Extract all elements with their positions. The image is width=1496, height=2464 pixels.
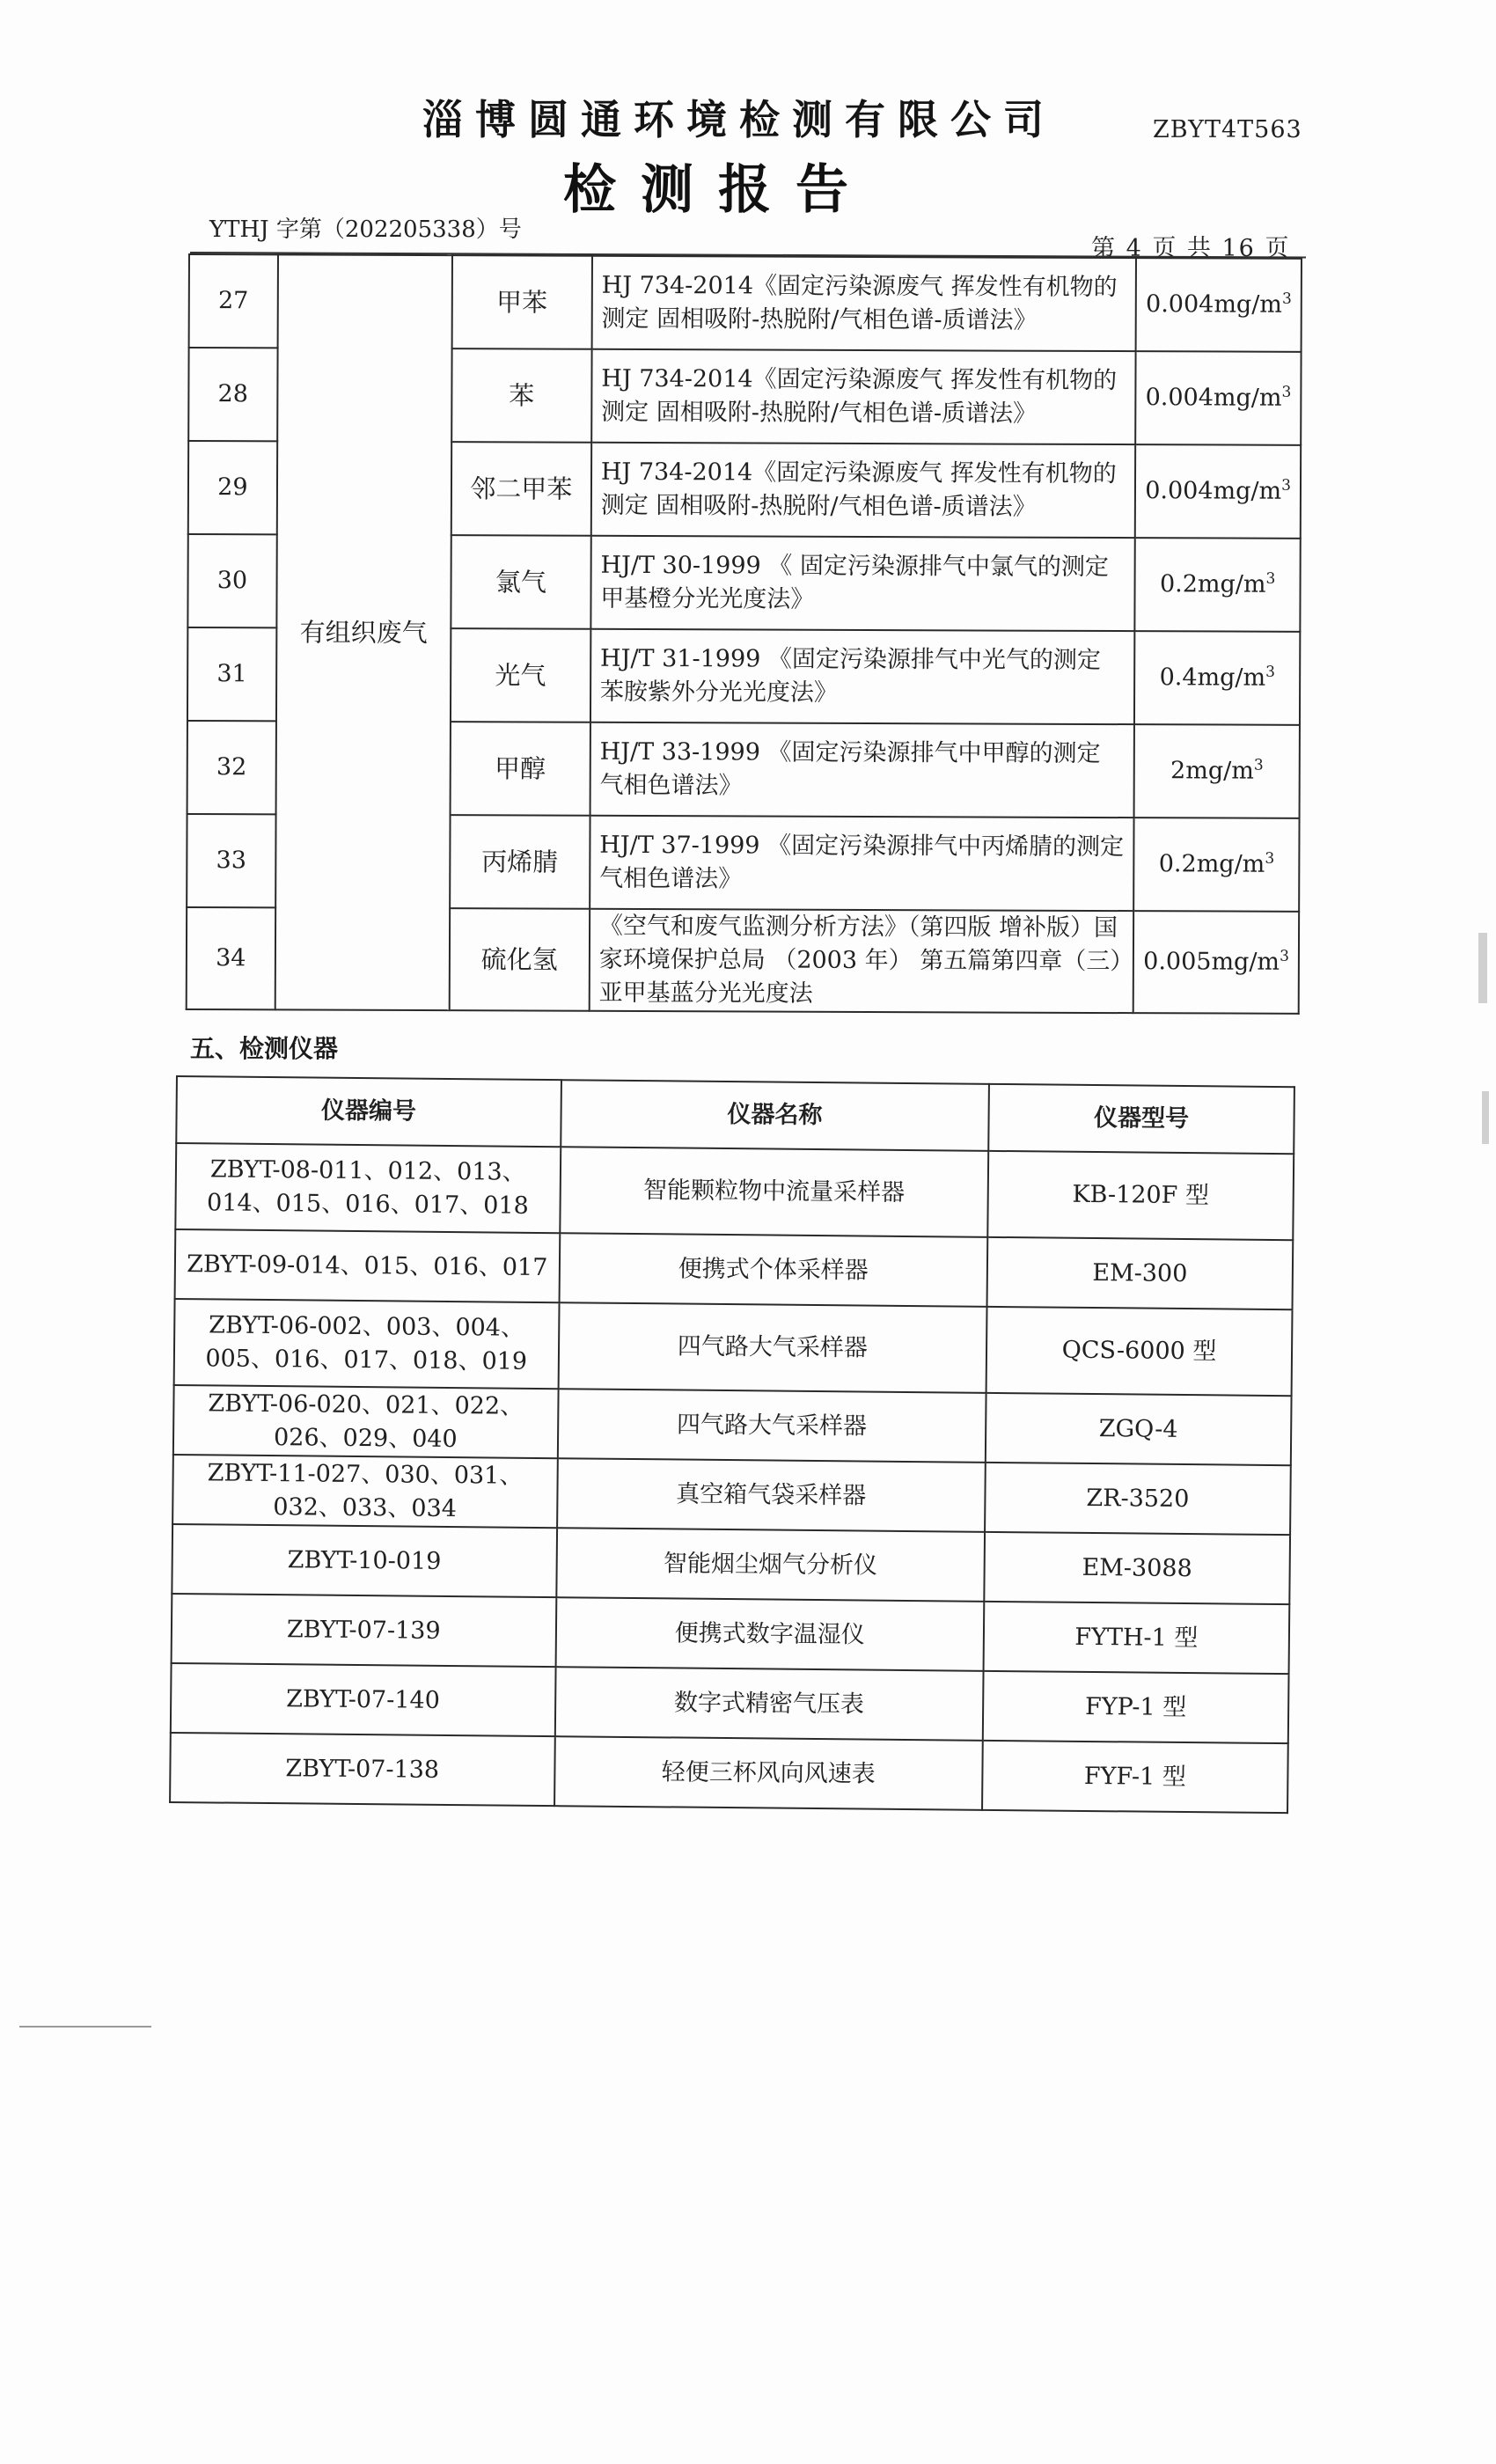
row-number: 33 (187, 814, 275, 907)
method-text: HJ/T 30-1999 《 固定污染源排气中氯气的测定 甲基橙分光光度法》 (590, 536, 1135, 631)
instrument-id: ZBYT-10-019 (172, 1524, 556, 1597)
instrument-name: 智能烟尘烟气分析仪 (556, 1528, 985, 1602)
table-row (175, 1143, 1294, 1240)
document-code: ZBYT4T563 (1153, 116, 1302, 143)
limit-unit-exponent: 3 (1281, 383, 1292, 401)
item-name: 邻二甲苯 (451, 442, 591, 536)
limit-unit-exponent: 3 (1281, 476, 1292, 495)
method-text: HJ 734-2014《固定污染源废气 挥发性有机物的测定 固相吸附-热脱附/气相色谱-质谱法》 (591, 443, 1136, 538)
instrument-model: EM-300 (986, 1237, 1293, 1309)
column-header-id: 仪器编号 (176, 1076, 561, 1147)
instrument-model: FYF-1 型 (982, 1741, 1288, 1813)
row-number: 34 (187, 907, 275, 1009)
row-number: 32 (187, 721, 276, 814)
limit-value: 0.004mg/m (1145, 384, 1282, 412)
table-row (174, 1299, 1293, 1396)
item-name: 甲苯 (451, 255, 591, 349)
detection-limit (1133, 911, 1299, 1014)
instrument-model: KB-120F 型 (987, 1151, 1294, 1240)
table-row (172, 1455, 1291, 1535)
row-number: 29 (188, 441, 277, 534)
instrument-model: QCS-6000 型 (986, 1307, 1293, 1396)
instrument-name: 四气路大气采样器 (558, 1302, 986, 1393)
method-text: HJ 734-2014《固定污染源废气 挥发性有机物的测定 固相吸附-热脱附/气相色谱-质谱法》 (591, 349, 1136, 444)
instrument-name: 数字式精密气压表 (554, 1667, 983, 1741)
item-name: 硫化氢 (449, 908, 590, 1011)
detection-limit (1134, 631, 1300, 725)
method-text: HJ 734-2014《固定污染源废气 挥发性有机物的测定 固相吸附-热脱附/气相色谱-质谱法》 (591, 256, 1136, 351)
scan-artifact (1482, 1091, 1489, 1144)
instrument-id: ZBYT-08-011、012、013、014、015、016、017、018 (175, 1143, 561, 1233)
limit-value: 0.2mg/m (1159, 570, 1266, 598)
company-name: 淄博圆通环境检测有限公司 (422, 96, 1056, 143)
page-number: 第 4 页 共 16 页 (1091, 235, 1291, 262)
column-header-name: 仪器名称 (561, 1080, 989, 1151)
item-name: 光气 (451, 628, 590, 722)
method-text: 《空气和废气监测分析方法》（第四版 增补版）国家环境保护总局 （2003 年） 第五篇第四章（三）亚甲基蓝分光光度法 (590, 909, 1134, 1013)
instrument-model: ZR-3520 (985, 1463, 1291, 1535)
row-number: 27 (189, 254, 278, 348)
methods-table (186, 253, 1302, 1015)
detection-limit (1136, 258, 1302, 352)
detection-limit (1134, 724, 1300, 818)
limit-unit-exponent: 3 (1265, 569, 1276, 588)
limit-unit-exponent: 3 (1253, 756, 1264, 774)
instrument-model: ZGQ-4 (986, 1393, 1292, 1465)
instrument-name: 便携式数字温湿仪 (555, 1597, 984, 1671)
limit-unit-exponent: 3 (1281, 290, 1292, 308)
instrument-name: 智能颗粒物中流量采样器 (560, 1147, 988, 1237)
instrument-id: ZBYT-07-138 (170, 1733, 554, 1806)
instrument-model: FYP-1 型 (983, 1671, 1289, 1743)
limit-unit-exponent: 3 (1265, 849, 1275, 868)
table-row (173, 1385, 1292, 1465)
limit-value: 0.2mg/m (1158, 850, 1265, 878)
limit-value: 0.4mg/m (1159, 664, 1266, 692)
method-text: HJ/T 33-1999 《固定污染源排气中甲醇的测定 气相色谱法》 (590, 722, 1134, 818)
instrument-id: ZBYT-09-014、015、016、017 (175, 1229, 560, 1302)
limit-value: 0.004mg/m (1145, 477, 1282, 505)
table-row (189, 254, 1302, 352)
instrument-name: 轻便三杯风向风速表 (554, 1736, 983, 1810)
report-title: 检测报告 (563, 159, 873, 221)
instrument-name: 便携式个体采样器 (559, 1233, 987, 1307)
table-row (171, 1663, 1289, 1743)
row-number: 30 (187, 534, 276, 627)
report-number: YTHJ 字第（202205338）号 (209, 216, 522, 243)
item-name: 丙烯腈 (450, 815, 590, 909)
item-name: 苯 (451, 348, 591, 443)
instruments-table (169, 1075, 1295, 1814)
method-text: HJ/T 37-1999 《固定污染源排气中丙烯腈的测定 气相色谱法》 (590, 816, 1134, 911)
table-header-row (176, 1076, 1294, 1154)
instrument-id: ZBYT-11-027、030、031、032、033、034 (172, 1455, 557, 1528)
scan-edge-line (19, 2026, 151, 2028)
instrument-model: EM-3088 (984, 1532, 1290, 1604)
limit-unit-exponent: 3 (1265, 663, 1276, 681)
limit-value: 0.005mg/m (1143, 948, 1280, 976)
category-cell: 有组织废气 (275, 254, 451, 1010)
table-row (172, 1594, 1290, 1674)
instrument-id: ZBYT-07-139 (172, 1594, 556, 1667)
scan-artifact (1478, 933, 1487, 1003)
item-name: 氯气 (451, 535, 590, 629)
detection-limit (1133, 818, 1299, 912)
limit-value: 2mg/m (1170, 757, 1254, 785)
detection-limit (1135, 351, 1301, 445)
instrument-name: 四气路大气采样器 (558, 1389, 986, 1463)
instrument-id: ZBYT-07-140 (171, 1663, 555, 1736)
detection-limit (1135, 538, 1301, 632)
instrument-id: ZBYT-06-002、003、004、005、016、017、018、019 (174, 1299, 560, 1389)
row-number: 31 (187, 627, 276, 721)
detection-limit (1135, 444, 1301, 539)
method-text: HJ/T 31-1999 《固定污染源排气中光气的测定 苯胺紫外分光光度法》 (590, 629, 1135, 724)
column-header-model: 仪器型号 (988, 1084, 1294, 1154)
item-name: 甲醇 (450, 722, 590, 816)
instrument-model: FYTH-1 型 (983, 1602, 1289, 1674)
section-heading-instruments: 五、检测仪器 (190, 1034, 339, 1063)
instrument-id: ZBYT-06-020、021、022、026、029、040 (173, 1385, 558, 1458)
limit-unit-exponent: 3 (1280, 947, 1289, 965)
table-row (172, 1524, 1290, 1604)
row-number: 28 (188, 348, 277, 441)
instrument-name: 真空箱气袋采样器 (557, 1458, 986, 1532)
table-row (170, 1733, 1288, 1813)
limit-value: 0.004mg/m (1145, 290, 1283, 319)
table-row (175, 1229, 1294, 1309)
